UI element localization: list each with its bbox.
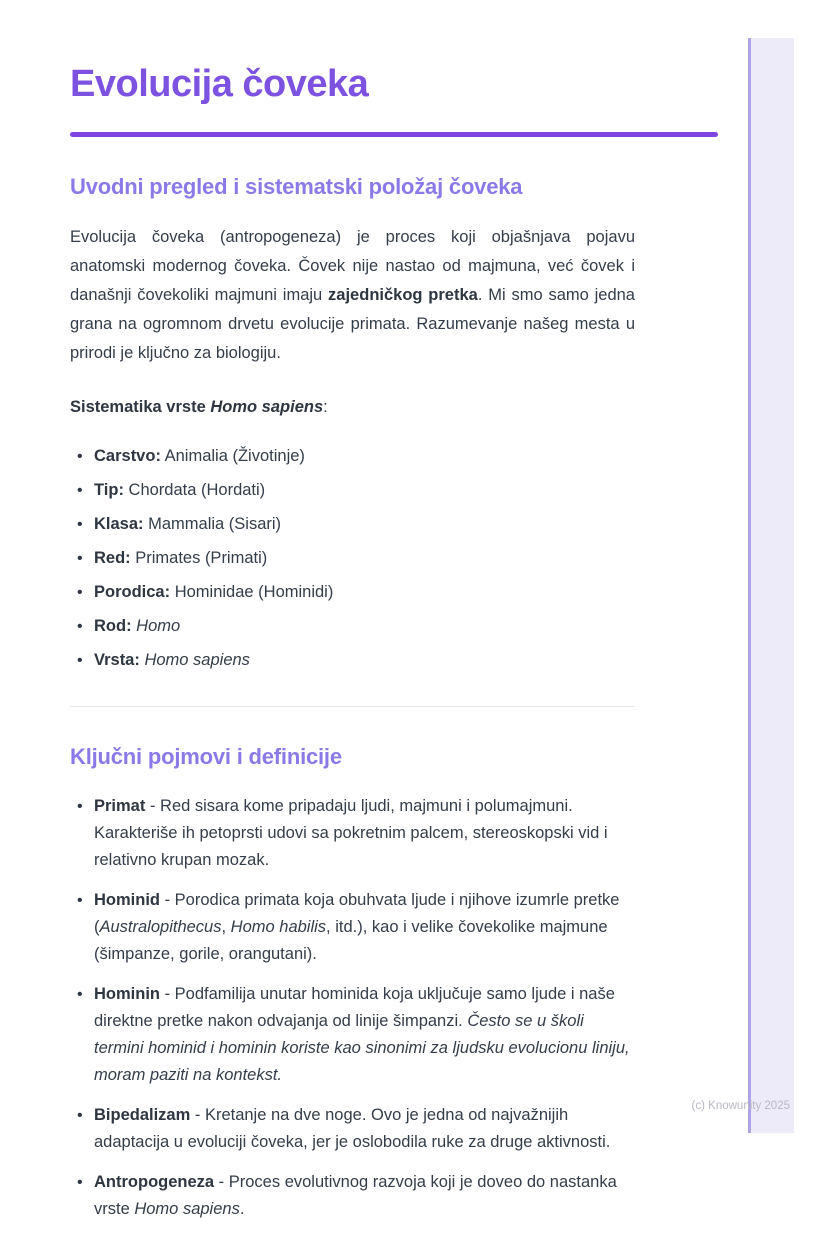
list-item-vrsta: • Vrsta: Homo sapiens bbox=[70, 647, 635, 674]
page-edge-strip bbox=[748, 38, 794, 1133]
list-item-hominin: • Hominin - Podfamilija unutar hominida koja uključuje samo ljude i naše direktne pretke nakon odvajanja od linije šimpanzi. Često se u školi termini hominid i hominin koriste kao sinonimi za ljudsku evolucionu liniju, moram paziti na kontekst. bbox=[70, 981, 635, 1089]
section-divider bbox=[70, 706, 635, 707]
page-title: Evolucija čoveka bbox=[70, 63, 369, 105]
section-heading-definitions: Ključni pojmovi i definicije bbox=[70, 744, 342, 769]
list-item-porodica: • Porodica: Hominidae (Hominidi) bbox=[70, 579, 635, 606]
list-item-bipedalizam: • Bipedalizam - Kretanje na dve noge. Ovo je jedna od najvažnijih adaptacija u evoluciji čoveka, jer je oslobodila ruke za druge aktivnosti. bbox=[70, 1102, 635, 1156]
list-item-hominid: • Hominid - Porodica primata koja obuhvata ljude i njihove izumrle pretke (Australopithecus, Homo habilis, itd.), kao i velike čovekolike majmune (šimpanze, gorile, orangutani). bbox=[70, 887, 635, 968]
list-item-red: • Red: Primates (Primati) bbox=[70, 545, 635, 572]
systematics-list bbox=[70, 443, 635, 674]
document-content bbox=[70, 0, 718, 1236]
list-item-klasa: • Klasa: Mammalia (Sisari) bbox=[70, 511, 635, 538]
list-item-antropogeneza: • Antropogeneza - Proces evolutivnog razvoja koji je doveo do nastanka vrste Homo sapiens. bbox=[70, 1169, 635, 1223]
title-divider bbox=[70, 132, 718, 137]
intro-paragraph: Evolucija čoveka (antropogeneza) je proces koji objašnjava pojavu anatomski modernog čoveka. Čovek nije nastao od majmuna, već čovek i današnji čovekoliki majmuni imaju zajedničkog pretka. Mi smo samo jedna grana na ogromnom drvetu evolucije primata. Razumevanje našeg mesta u prirodi je ključno za biologiju. bbox=[70, 228, 635, 362]
list-item-primat: • Primat - Red sisara kome pripadaju ljudi, majmuni i polumajmuni. Karakteriše ih petoprsti udovi sa pokretnim palcem, stereoskopski vid i relativno krupan mozak. bbox=[70, 793, 635, 874]
copyright-footer: (c) Knowunity 2025 bbox=[691, 1100, 790, 1112]
list-item-rod: • Rod: Homo bbox=[70, 613, 635, 640]
definitions-list bbox=[70, 793, 635, 1223]
list-item-tip: • Tip: Chordata (Hordati) bbox=[70, 477, 635, 504]
section-heading-overview: Uvodni pregled i sistematski položaj čoveka bbox=[70, 174, 523, 199]
list-item-carstvo: • Carstvo: Animalia (Životinje) bbox=[70, 443, 635, 470]
systematics-subheading: Sistematika vrste Homo sapiens: bbox=[70, 398, 328, 416]
